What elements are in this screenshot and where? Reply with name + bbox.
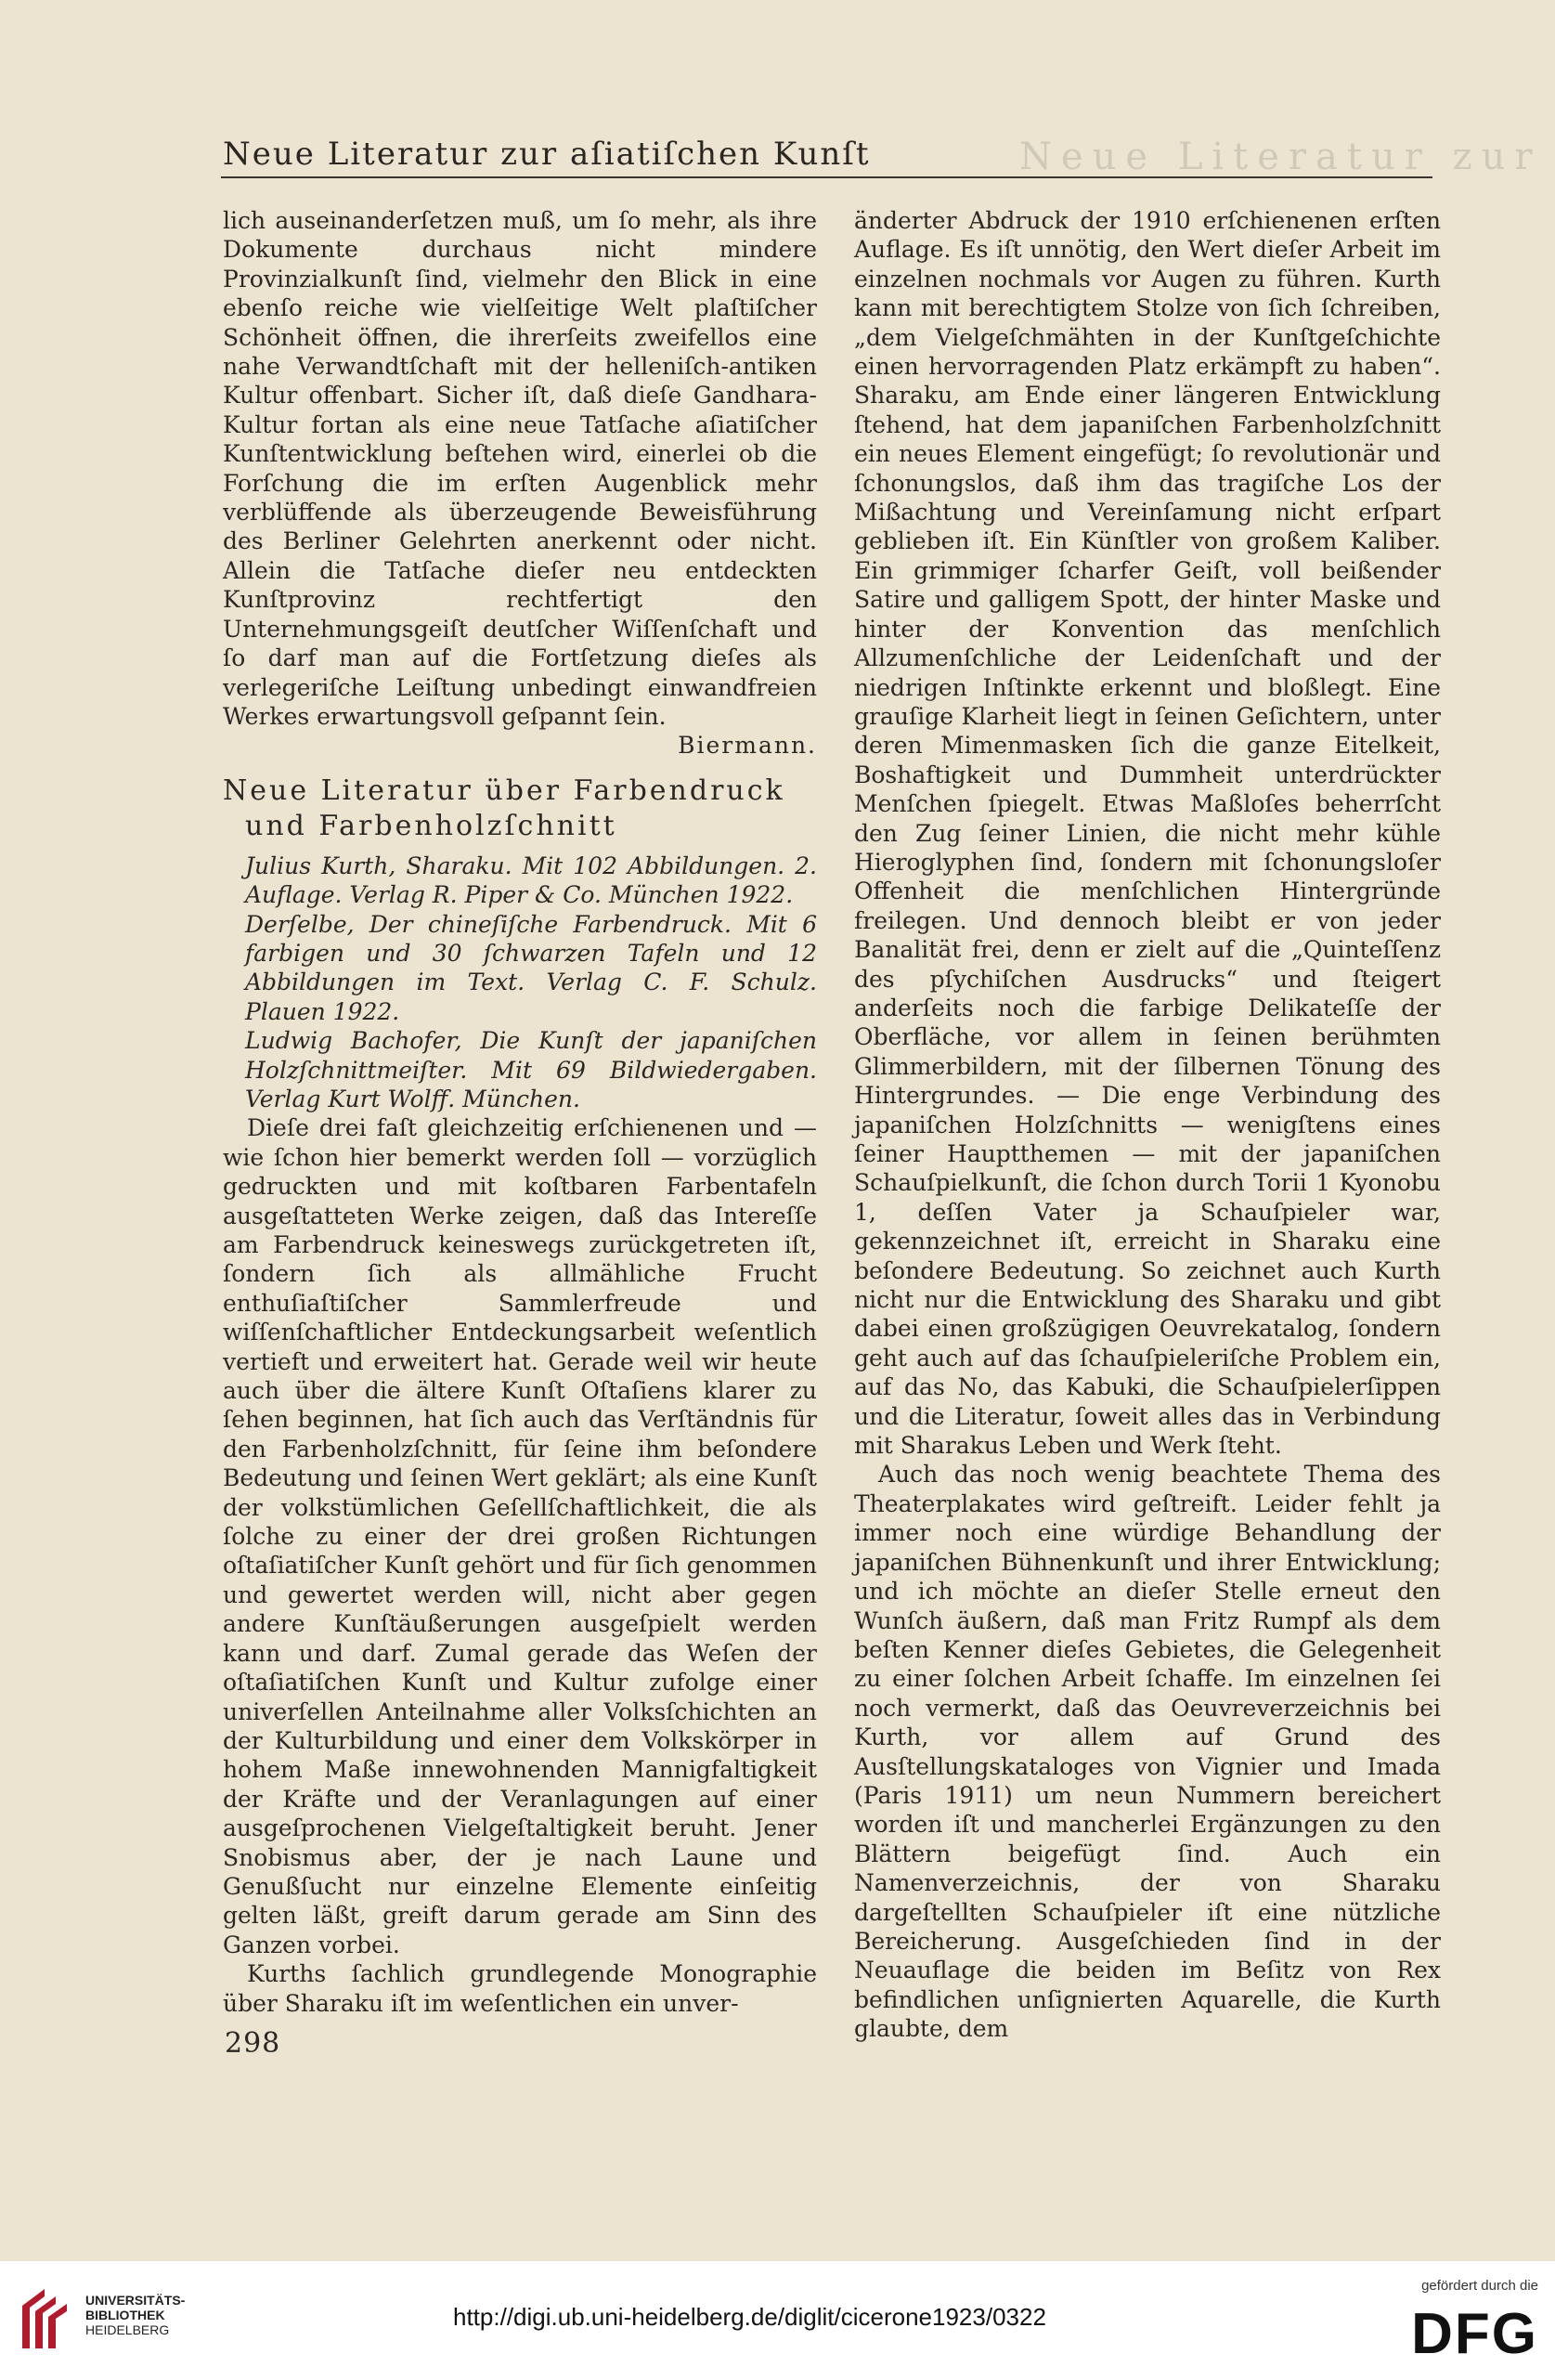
viewer-footer bbox=[0, 2261, 1555, 2380]
paragraph: lich auseinanderſetzen muß, um ſo mehr, als ihre Dokumente durchaus nicht mindere Provinzialkunſt ſind, vielmehr den Blick in eine ebenſo reiche wie vielſeitige Welt plaſtiſcher Schönheit öffnen, die ihrerſeits zweifellos eine nahe Verwandtſchaft mit der helleniſch-antiken Kultur offenbart. Sicher iſt, daß dieſe Gandhara-Kultur fortan als eine neue Tatſache aſiatiſcher Kunſtentwicklung beſtehen wird, einerlei ob die Forſchung die im erſten Augenblick mehr verblüffende als überzeugende Beweisführung des Berliner Gelehrten anerkennt oder nicht. Allein die Tatſache dieſer neu entdeckten Kunſtprovinz rechtfertigt den Unternehmungsgeiſt deutſcher Wiſſenſchaft und ſo darf man auf die Fortſetzung dieſes als verlegeriſche Leiſtung unbedingt einwandfreien Werkes erwartungsvoll geſpannt ſein. bbox=[223, 207, 817, 730]
show-through-text: Neue Literatur zur bbox=[1019, 136, 1542, 178]
paragraph: Auch das noch wenig beachtete Thema des Theaterplakates wird geſtreift. Leider fehlt ja immer noch eine würdige Behandlung der japaniſchen Bühnenkunſt und ihrer Entwicklung; und ich möchte an dieſer Stelle erneut den Wunſch äußern, daß man Fritz Rumpf als dem beſten Kenner dieſes Gebietes, die Gelegenheit zu einer ſolchen Arbeit ſchaffe. Im einzelnen ſei noch vermerkt, daß das Oeuvreverzeichnis bei Kurth, vor allem auf Grund des Ausſtellungskataloges von Vignier und Imada (Paris 1911) um neun Nummern bereichert worden iſt und mancherlei Ergänzungen zu den Blättern beigefügt ſind. Auch ein Namenverzeichnis, der von Sharaku dargeſtellten Schauſpieler iſt eine nützliche Bereicherung. Ausgeſchieden ſind in der Neuauflage die beiden im Beſitz von Rex befindlichen unſignierten Aquarelle, die Kurth glaubte, dem bbox=[854, 1461, 1441, 2043]
section-heading-line1: Neue Literatur über Farbendruck bbox=[223, 774, 785, 807]
library-name: UNIVERSITÄTS- BIBLIOTHEK HEIDELBERG bbox=[85, 2293, 186, 2337]
bibliography-entry: Julius Kurth, Sharaku. Mit 102 Abbildungen. 2. Auflage. Verlag R. Piper & Co. München 1922. bbox=[245, 852, 817, 909]
section-heading-line2: und Farbenholzſchnitt bbox=[245, 809, 617, 842]
header-title: Neue Literatur zur aſiatiſchen Kunſt bbox=[223, 136, 871, 173]
library-logo-icon bbox=[13, 2283, 76, 2356]
permalink-url[interactable]: http://digi.ub.uni-heidelberg.de/diglit/cicerone1923/0322 bbox=[453, 2303, 1046, 2331]
right-column bbox=[854, 206, 1441, 2044]
section-heading bbox=[223, 774, 817, 844]
bibliography-entry: Derſelbe, Der chineſiſche Farbendruck. Mit 6 farbigen und 30 ſchwarzen Tafeln und 12 Abbildungen im Text. Verlag C. F. Schulz. Plauen 1922. bbox=[245, 910, 817, 1025]
page-number: 298 bbox=[225, 2027, 281, 2060]
paragraph: Dieſe drei faſt gleichzeitig erſchienenen und — wie ſchon hier bemerkt werden ſoll — vorzüglich gedruckten und mit koſtbaren Farbentafeln ausgeſtatteten Werke zeigen, daß das Intereſſe am Farbendruck keineswegs zurückgetreten iſt, ſondern ſich als allmähliche Frucht enthuſiaſtiſcher Sammlerfreude und wiſſenſchaftlicher Entdeckungsarbeit weſentlich vertieft und erweitert hat. Gerade weil wir heute auch über die ältere Kunſt Oſtaſiens klarer zu ſehen beginnen, hat ſich auch das Verſtändnis für den Farbenholzſchnitt, für ſeine ihm beſondere Bedeutung und ſeinen Wert geklärt; als eine Kunſt der volkstümlichen Geſellſchaftlichkeit, die als ſolche zu einer der drei großen Richtungen oſtaſiatiſcher Kunſt gehört und für ſich genommen und gewertet werden will, nicht aber gegen andere Kunſtäußerungen ausgeſpielt werden kann und darf. Zumal gerade das Weſen der oſtaſiatiſchen Kunſt und Kultur zufolge einer univerſellen Anteilnahme aller Volksſchichten an der Kulturbildung und einer dem Volkskörper in hohem Maße innewohnenden Mannigfaltigkeit der Kräfte und der Veranlagungen auf einer ausgeſprochenen Vielgeſtaltigkeit beruht. Jener Snobismus aber, der je nach Laune und Genußſucht nur einzelne Elemente einſeitig gelten läßt, greift darum gerade am Sinn des Ganzen vorbei. bbox=[223, 1114, 817, 1958]
paragraph: änderter Abdruck der 1910 erſchienenen erſten Auflage. Es iſt unnötig, den Wert dieſer Arbeit im einzelnen nochmals vor Augen zu führen. Kurth kann mit berechtigtem Stolze von ſich ſchreiben, „dem Vielgeſchmähten in der Kunſtgeſchichte einen hervorragenden Platz erkämpft zu haben“. Sharaku, am Ende einer längeren Entwicklung ſtehend, hat dem japaniſchen Farbenholzſchnitt ein neues Element eingefügt; ſo revolutionär und ſchonungslos, daß ihm das tragiſche Los der Mißachtung und Vereinſamung nicht erſpart geblieben iſt. Ein Künſtler von großem Kaliber. Ein grimmiger ſcharfer Geiſt, voll beißender Satire und galligem Spott, der hinter Maske und hinter der Konvention das menſchlich Allzumenſchliche der Leidenſchaft und der niedrigen Inſtinkte erkennt und bloßlegt. Eine grauſige Klarheit liegt in ſeinen Geſichtern, unter deren Mimenmasken ſich die ganze Eitelkeit, Boshaftigkeit und Dummheit unterdrückter Menſchen ſpiegelt. Etwas Maßloſes beherrſcht den Zug ſeiner Linien, die nicht mehr kühle Hieroglyphen ſind, ſondern mit ſchonungsloſer Offenheit die menſchlichen Hintergründe freilegen. Und dennoch bleibt er von jeder Banalität frei, denn er zielt auf die „Quinteſſenz des pſychiſchen Ausdrucks“ und ſteigert anderſeits noch die farbige Delikateſſe der Oberfläche, vor allem in ſeinen berühmten Glimmerbildern, mit der ſilbernen Tönung des Hintergrundes. — Die enge Verbindung des japaniſchen Holzſchnitts — wenigſtens eines ſeiner Hauptthemen — mit der japaniſchen Schauſpielkunſt, die ſchon durch Torii 1 Kyonobu 1, deſſen Vater ja Schauſpieler war, gekennzeichnet iſt, erreicht in Sharaku eine beſondere Bedeutung. So zeichnet auch Kurth nicht nur die Entwicklung des Sharaku und gibt dabei einen großzügigen Oeuvrekatalog, ſondern geht auch auf das ſchauſpieleriſche Problem ein, auf das No, das Kabuki, die Schauſpielerſippen und die Literatur, ſoweit alles das in Verbindung mit Sharakus Leben und Werk ſteht. bbox=[854, 207, 1441, 1460]
author-signature: Biermann. bbox=[678, 732, 817, 760]
paragraph: Kurths ſachlich grundlegende Monographie über Sharaku iſt im weſentlichen ein unver- bbox=[223, 1960, 817, 2017]
running-header bbox=[221, 130, 1542, 178]
left-column bbox=[223, 206, 817, 2018]
dfg-logo: DFG bbox=[1411, 2302, 1538, 2366]
funding-label: gefördert durch die bbox=[1421, 2278, 1538, 2294]
bibliography-entry: Ludwig Bachofer, Die Kunſt der japaniſchen Holzſchnittmeiſter. Mit 69 Bildwiedergaben. Verlag Kurt Wolff. München. bbox=[245, 1027, 817, 1112]
